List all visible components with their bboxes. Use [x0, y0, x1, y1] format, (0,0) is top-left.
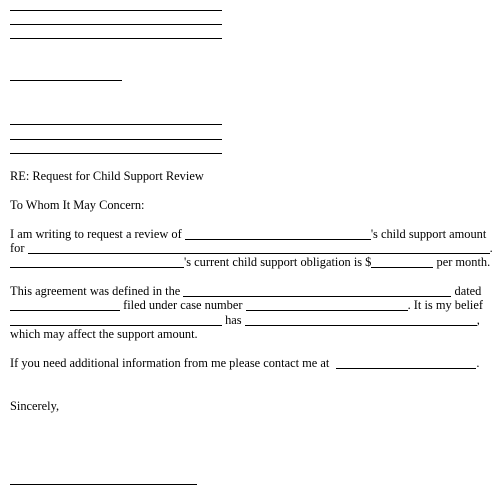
p2-text-1: This agreement was defined in the — [10, 284, 181, 298]
p2-text-3: filed under case number — [123, 298, 243, 312]
paragraph2-line2 — [10, 298, 483, 312]
change-description-blank[interactable] — [245, 313, 477, 326]
sender-address-line-1[interactable] — [10, 10, 222, 11]
salutation: To Whom It May Concern: — [10, 198, 145, 212]
p1-text-2: 's child support amount — [370, 227, 487, 241]
amount-blank[interactable] — [371, 255, 433, 268]
agreement-source-blank[interactable] — [183, 284, 451, 297]
p1-text-6: per month. — [436, 255, 491, 269]
p3-text-2: . — [476, 356, 480, 370]
sender-address-line-3[interactable] — [10, 38, 222, 39]
case-number-blank[interactable] — [246, 298, 408, 311]
date-line[interactable] — [10, 80, 122, 81]
closing: Sincerely, — [10, 399, 60, 413]
p2-text-2: dated — [454, 284, 482, 298]
p1-text-4: . — [489, 241, 493, 255]
p1-text-5: 's current child support obligation is $ — [184, 255, 372, 269]
paragraph3-line1 — [10, 356, 480, 370]
contact-info-blank[interactable] — [336, 356, 476, 369]
p2-text-5: has — [225, 313, 242, 327]
signature-line[interactable] — [10, 484, 197, 485]
recipient-address-line-1[interactable] — [10, 124, 222, 125]
child-name-blank[interactable] — [185, 227, 371, 240]
recipient-address-line-2[interactable] — [10, 139, 222, 140]
p1-text-1: I am writing to request a review of — [10, 227, 182, 241]
p2-text-6: , — [476, 313, 480, 327]
paragraph2-line3 — [10, 313, 480, 327]
party-name-blank[interactable] — [10, 313, 222, 326]
paragraph2-line1 — [10, 284, 481, 298]
paragraph1-line3 — [10, 255, 490, 269]
p3-text-1: If you need additional information from me please contact me at — [10, 356, 330, 370]
paragraph2-line4: which may affect the support amount. — [10, 327, 198, 341]
p1-text-3: for — [10, 241, 25, 255]
sender-address-line-2[interactable] — [10, 24, 222, 25]
subject-line: RE: Request for Child Support Review — [10, 169, 204, 183]
recipient-address-line-3[interactable] — [10, 153, 222, 154]
paragraph1-line1 — [10, 227, 486, 241]
reason-blank[interactable] — [28, 241, 490, 254]
agreement-date-blank[interactable] — [10, 298, 120, 311]
p2-text-4: . It is my belief — [407, 298, 483, 312]
paragraph1-line2 — [10, 241, 493, 255]
obligor-name-blank[interactable] — [10, 255, 184, 268]
